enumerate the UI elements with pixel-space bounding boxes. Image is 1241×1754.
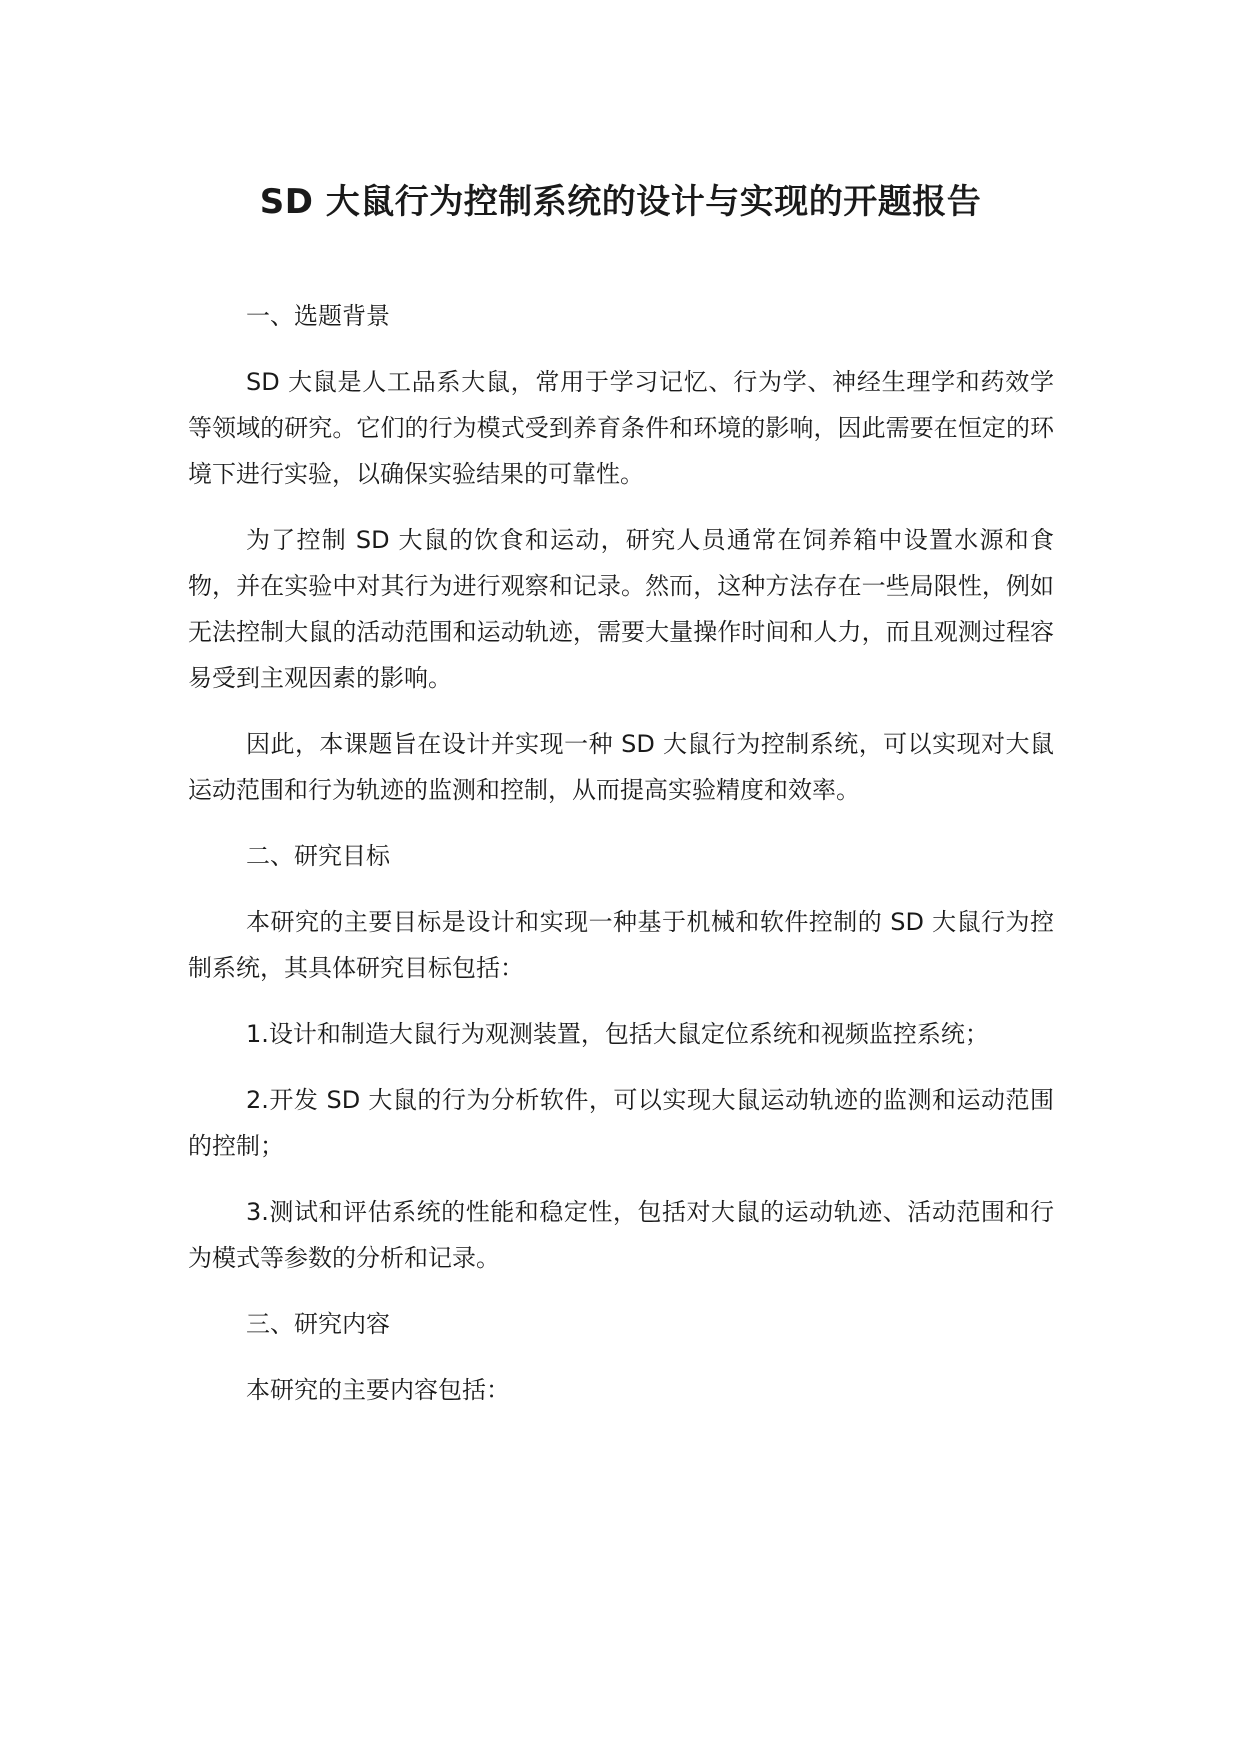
section-heading-background: 一、选题背景 <box>246 302 390 330</box>
paragraph: 为了控制 SD 大鼠的饮食和运动，研究人员通常在饲养箱中设置水源和食物，并在实验中对其行为进行观察和记录。然而，这种方法存在一些局限性，例如无法控制大鼠的活动范围和运动轨迹，需要大量操作时间和人力，而且观测过程容易受到主观因素的影响。 <box>188 526 1054 692</box>
paragraph: SD 大鼠是人工品系大鼠，常用于学习记忆、行为学、神经生理学和药效学等领域的研究。它们的行为模式受到养育条件和环境的影响，因此需要在恒定的环境下进行实验，以确保实验结果的可靠性。 <box>188 368 1054 488</box>
document-title: SD 大鼠行为控制系统的设计与实现的开题报告 <box>259 182 982 222</box>
list-item: 3.测试和评估系统的性能和稳定性，包括对大鼠的运动轨迹、活动范围和行为模式等参数的分析和记录。 <box>188 1198 1054 1272</box>
list-item: 2.开发 SD 大鼠的行为分析软件，可以实现大鼠运动轨迹的监测和运动范围的控制； <box>188 1086 1054 1160</box>
document-body <box>188 293 1054 1433</box>
section-heading-goals: 二、研究目标 <box>246 842 390 870</box>
list-item: 1.设计和制造大鼠行为观测装置，包括大鼠定位系统和视频监控系统； <box>246 1020 989 1048</box>
section-heading-content: 三、研究内容 <box>246 1310 390 1338</box>
paragraph: 因此，本课题旨在设计并实现一种 SD 大鼠行为控制系统，可以实现对大鼠运动范围和行为轨迹的监测和控制，从而提高实验精度和效率。 <box>188 730 1054 804</box>
paragraph: 本研究的主要目标是设计和实现一种基于机械和软件控制的 SD 大鼠行为控制系统，其具体研究目标包括： <box>188 908 1054 982</box>
paragraph: 本研究的主要内容包括： <box>246 1376 510 1404</box>
